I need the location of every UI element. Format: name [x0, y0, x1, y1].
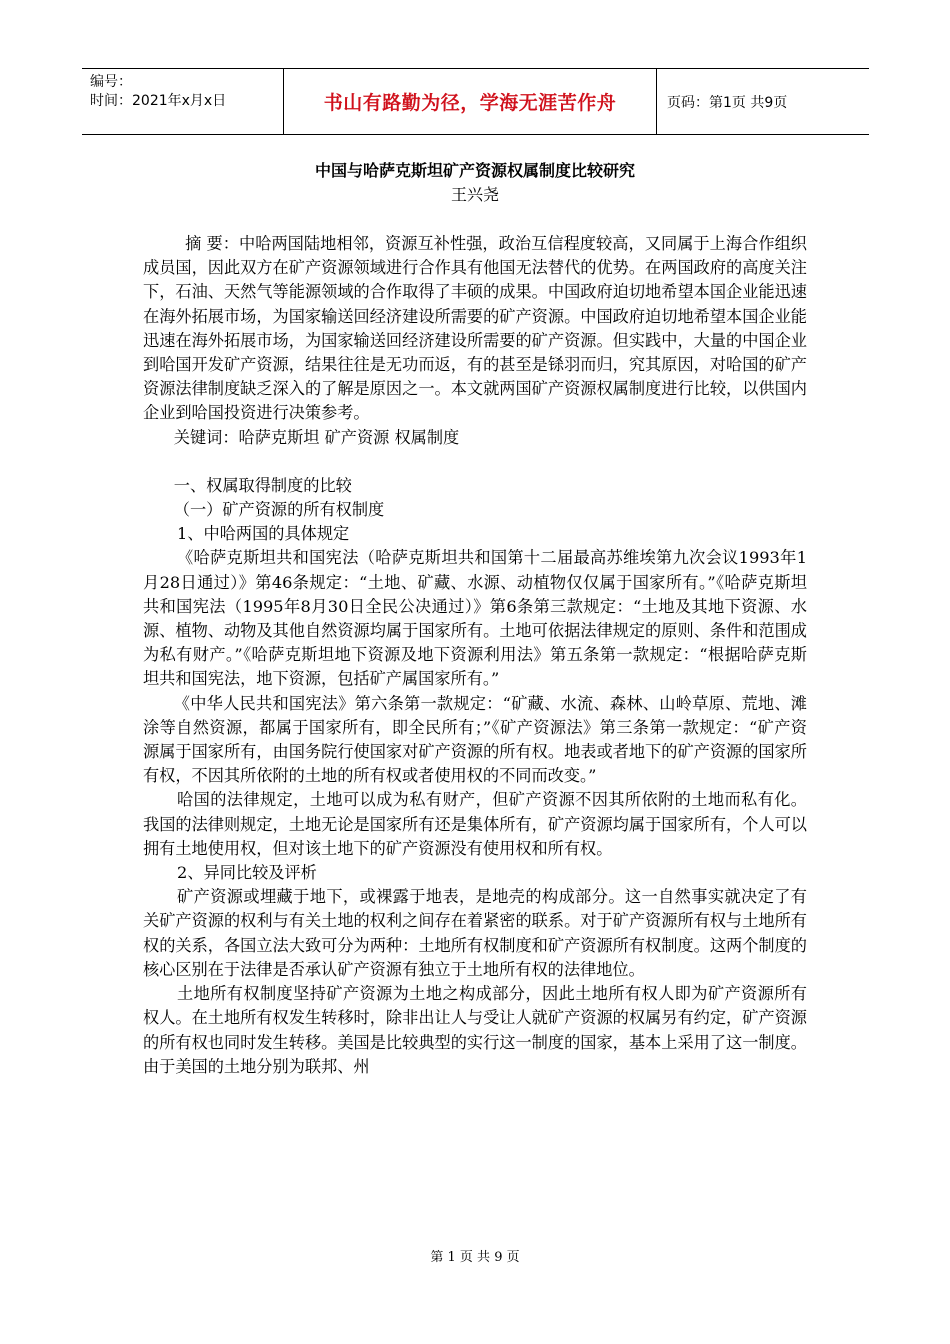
code-label: 编号：	[90, 74, 132, 90]
document-body	[143, 232, 807, 1079]
header-meta	[82, 69, 283, 134]
page-label: 页码：第1页 共9页	[667, 94, 788, 111]
document-title: 中国与哈萨克斯坦矿产资源权属制度比较研究	[314, 161, 635, 180]
page-footer: 第 1 页 共 9 页	[430, 1250, 520, 1265]
subsection-heading: （一）矿产资源的所有权制度	[173, 500, 385, 520]
section-heading: 一、权属取得制度的比较	[173, 475, 352, 495]
body-paragraph: 哈国的法律规定，土地可以成为私有财产，但矿产资源不因其所依附的土地而私有化。我国的法律则规定，土地无论是国家所有还是集体所有，矿产资源均属于国家所有，个人可以拥有土地使用权，但对该土地下的矿产资源没有使用权和所有权。	[143, 790, 807, 858]
keywords-line: 关键词：哈萨克斯坦 矿产资源 权属制度	[173, 427, 460, 447]
document-header	[82, 68, 869, 135]
document-author: 王兴尧	[450, 185, 499, 204]
body-paragraph: 矿产资源或埋藏于地下，或裸露于地表，是地壳的构成部分。这一自然事实就决定了有关矿产资源的权利与有关土地的权利之间存在着紧密的联系。对于矿产资源所有权与土地所有权的关系，各国立法大致可分为两种：土地所有权制度和矿产资源所有权制度。这两个制度的核心区别在于法律是否承认矿产资源有独立于土地所有权的法律地位。	[143, 887, 807, 979]
abstract-paragraph: 摘 要：中哈两国陆地相邻，资源互补性强，政治互信程度较高，又同属于上海合作组织成员国，因此双方在矿产资源领域进行合作具有他国无法替代的优势。在两国政府的高度关注下，石油、天然气等能源领域的合作取得了丰硕的成果。中国政府迫切地希望本国企业能迅速在海外拓展市场，为国家输送回经济建设所需要的矿产资源。中国政府迫切地希望本国企业能迅速在海外拓展市场，为国家输送回经济建设所需要的矿产资源。但实践中，大量的中国企业到哈国开发矿产资源，结果往往是无功而返，有的甚至是铩羽而归，究其原因，对哈国的矿产资源法律制度缺乏深入的了解是原因之一。本文就两国矿产资源权属制度进行比较，以供国内企业到哈国投资进行决策参考。	[143, 234, 807, 423]
body-paragraph: 土地所有权制度坚持矿产资源为土地之构成部分，因此土地所有权人即为矿产资源所有权人。在土地所有权发生转移时，除非出让人与受让人就矿产资源的权属另有约定，矿产资源的所有权也同时发生转移。美国是比较典型的实行这一制度的国家，基本上采用了这一制度。由于美国的土地分别为联邦、州	[143, 984, 807, 1076]
item-heading: 1、中哈两国的具体规定	[177, 524, 350, 544]
header-slogan: 书山有路勤为径，学海无涯苦作舟	[323, 92, 617, 114]
header-page-cell	[657, 69, 869, 134]
item-heading: 2、异同比较及评析	[177, 863, 317, 883]
header-slogan-cell	[283, 69, 657, 134]
time-label: 时间：2021年x月x日	[90, 93, 227, 109]
spacer	[143, 450, 807, 474]
body-paragraph: 《哈萨克斯坦共和国宪法（哈萨克斯坦共和国第十二届最高苏维埃第九次会议1993年1月28日通过）》第46条规定：“土地、矿藏、水源、动植物仅仅属于国家所有。”《哈萨克斯坦共和国宪法（1995年8月30日全民公决通过）》第6条第三款规定：“土地及其地下资源、水源、植物、动物及其他自然资源均属于国家所有。土地可依据法律规定的原则、条件和范围成为私有财产。”《哈萨克斯坦地下资源及地下资源利用法》第五条第一款规定：“根据哈萨克斯坦共和国宪法，地下资源，包括矿产属国家所有。”	[143, 548, 807, 689]
body-paragraph: 《中华人民共和国宪法》第六条第一款规定：“矿藏、水流、森林、山岭草原、荒地、滩涂等自然资源，都属于国家所有，即全民所有；”《矿产资源法》第三条第一款规定：“矿产资源属于国家所有，由国务院行使国家对矿产资源的所有权。地表或者地下的矿产资源的国家所有权，不因其所依附的土地的所有权或者使用权的不同而改变。”	[143, 693, 807, 786]
